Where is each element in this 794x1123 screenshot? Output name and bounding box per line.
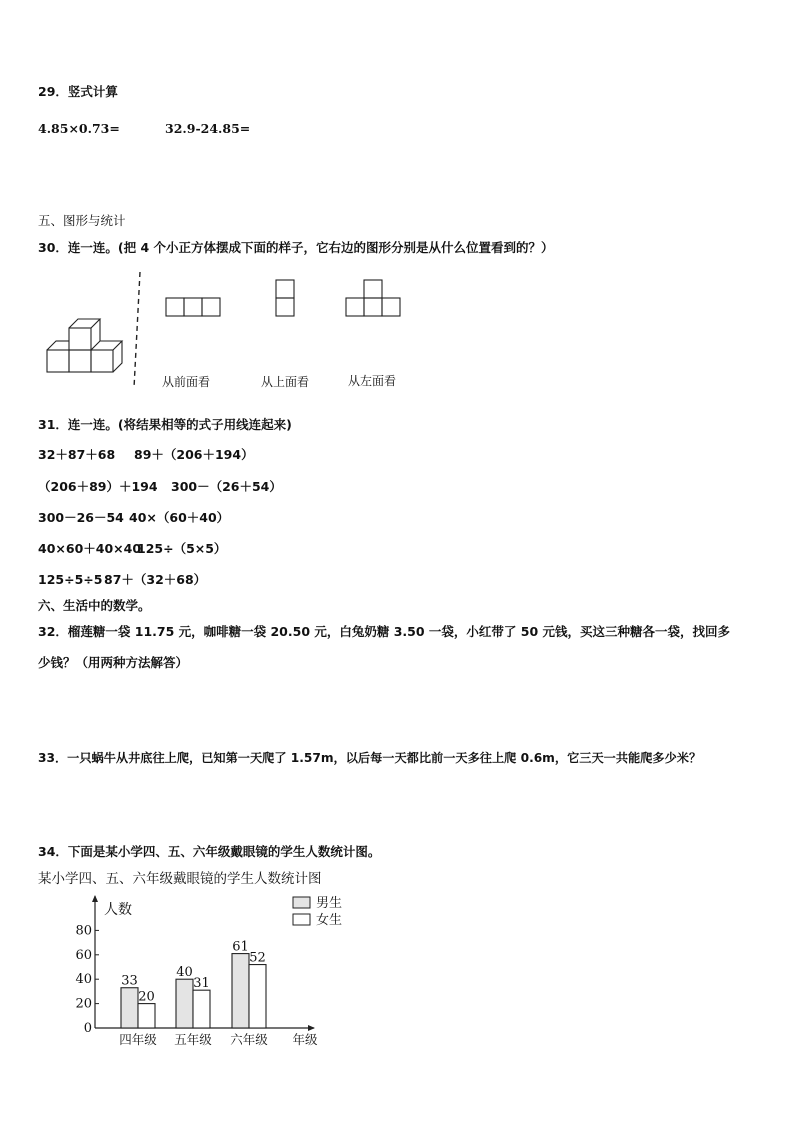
view-top-shape: [276, 280, 294, 316]
y-tick-label: 0: [83, 1021, 92, 1036]
legend-swatch: [293, 897, 310, 908]
x-tick-label: 四年级: [119, 1032, 157, 1047]
section-5-heading: 五、图形与统计: [38, 213, 126, 228]
legend-swatch: [293, 914, 310, 925]
view-front-shape: [166, 298, 220, 316]
x-axis-arrow: [308, 1025, 315, 1031]
bar-value-label: 40: [176, 965, 193, 981]
section-6-heading: 六、生活中的数学。: [38, 598, 151, 613]
bar-value-label: 20: [138, 989, 155, 1005]
bar: [176, 979, 193, 1028]
y-axis-arrow: [92, 895, 98, 902]
q30-figures: [0, 0, 794, 420]
bar-chart: [0, 860, 794, 1060]
x-tick-label: 六年级: [230, 1032, 268, 1047]
bar: [138, 1004, 155, 1028]
bar-value-label: 61: [232, 939, 249, 955]
bar: [121, 988, 138, 1028]
q29-item-2: 32.9-24.85=: [165, 121, 251, 136]
q32-line-1: 32．榴莲糖一袋 11.75 元，咖啡糖一袋 20.50 元，白兔奶糖 3.50 一袋，小红带了 50 元钱，买这三种糖各一袋，找回多: [38, 624, 731, 639]
q34-title: 34．下面是某小学四、五、六年级戴眼镜的学生人数统计图。: [38, 844, 381, 859]
bar: [249, 965, 266, 1028]
bar-value-label: 33: [121, 973, 138, 989]
q33-text: 33．一只蜗牛从井底往上爬，已知第一天爬了 1.57m，以后每一天都比前一天多往上爬 0.6m，它三天一共能爬多少米？: [38, 751, 702, 765]
q29-item-1: 4.85×0.73=: [38, 121, 120, 136]
q31-title: 31．连一连。(将结果相等的式子用线连起来): [38, 417, 292, 432]
q31-right-1: 89＋（206＋194）: [134, 447, 254, 462]
y-tick-label: 80: [75, 923, 92, 939]
q31-left-3: 300－26－54: [38, 510, 124, 525]
q31-left-5: 125÷5÷5: [38, 572, 103, 587]
x-axis-label: 年级: [292, 1032, 318, 1047]
legend-label: 男生: [316, 896, 343, 911]
y-axis-label: 人数: [104, 902, 132, 918]
q31-right-2: 300－（26＋54）: [171, 479, 282, 494]
view-label-left: 从左面看: [348, 374, 397, 388]
y-tick-label: 60: [75, 947, 92, 963]
q31-left-2: （206＋89）＋194: [38, 479, 158, 494]
view-label-front: 从前面看: [162, 375, 211, 389]
y-tick-label: 40: [75, 972, 92, 988]
q31-right-5: 87＋（32＋68）: [104, 572, 207, 587]
view-left-shape: [346, 280, 400, 316]
q31-right-4: 125÷（5×5）: [137, 541, 227, 556]
bar: [193, 990, 210, 1028]
q31-left-1: 32＋87＋68: [38, 447, 116, 462]
legend-label: 女生: [316, 913, 343, 928]
q30-title: 30．连一连。(把 4 个小正方体摆成下面的样子，它右边的图形分别是从什么位置看到的？）: [38, 240, 554, 255]
q31-left-4: 40×60＋40×40: [38, 541, 142, 556]
q31-right-3: 40×（60＋40）: [129, 510, 230, 525]
q32-line-2: 少钱？（用两种方法解答）: [38, 655, 189, 670]
bar-value-label: 31: [193, 976, 210, 992]
view-label-top: 从上面看: [261, 375, 310, 389]
chart-title: 某小学四、五、六年级戴眼镜的学生人数统计图: [38, 871, 322, 887]
x-tick-label: 五年级: [174, 1032, 212, 1047]
bar: [232, 954, 249, 1028]
y-tick-label: 20: [75, 996, 92, 1012]
cube-arrangement-figure: [47, 319, 122, 372]
q29-title: 29．竖式计算: [38, 84, 118, 99]
bar-value-label: 52: [249, 950, 266, 966]
dashed-divider: [134, 272, 140, 388]
